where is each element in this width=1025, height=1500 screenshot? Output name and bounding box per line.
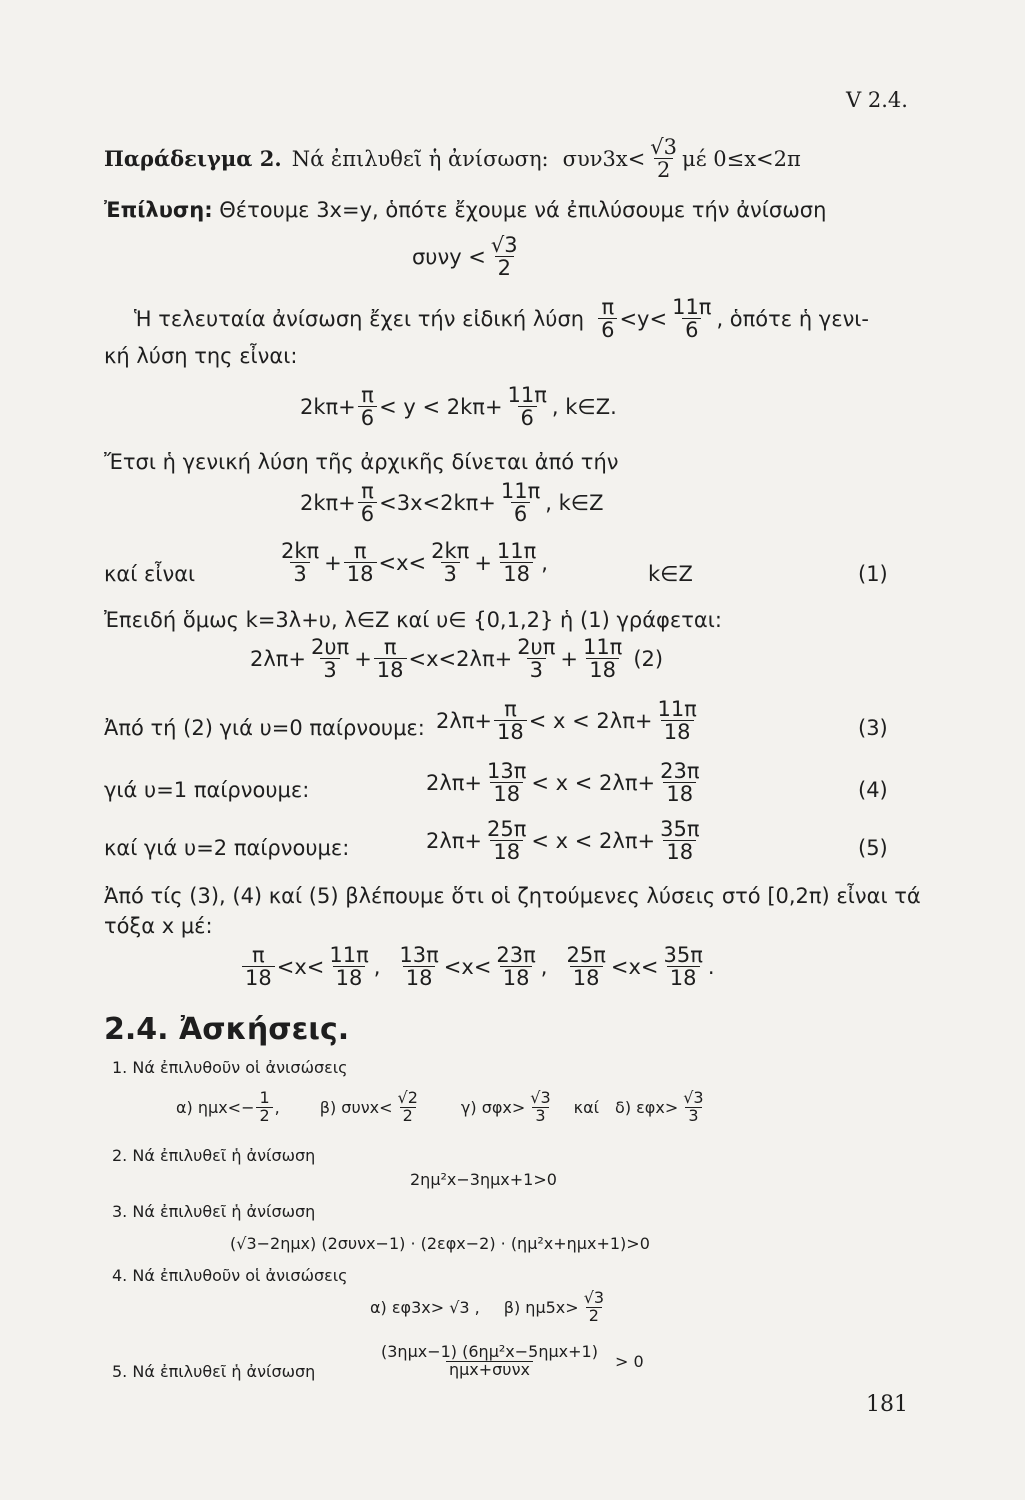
exercise-3-expr: (√3−2ημx) (2συνx−1) · (2εφx−2) · (ημ²x+ημx+1)>0 bbox=[230, 1234, 650, 1253]
solution-intro-text: Θέτουμε 3x=y, ὁπότε ἔχουμε νά ἐπιλύσουμε τήν ἀνίσωση bbox=[219, 198, 827, 222]
exercise-5-expr: $\frac{\text{(3ημx−1) (6ημ²x−5ημx+1)}}{\text{ημx+συνx}}$ > 0 bbox=[381, 1342, 644, 1379]
equation-1: συνy < $\frac{√3}{2}$ bbox=[412, 234, 523, 279]
case-1: 2λπ+ $\frac{13\pi}{18}$ < x < 2λπ+ $\frac{23\pi}{18}$ bbox=[426, 759, 700, 807]
equation-3: 2kπ+ $\frac{\pi}{6}$ <3x<2kπ+ $\frac{11\pi}{6}$ , k∈Z bbox=[300, 479, 604, 527]
eq4-number: (1) bbox=[858, 562, 888, 586]
exercise-4-label: 4. Νά ἐπιλυθοῦν οἱ ἀνισώσεις bbox=[112, 1266, 348, 1285]
equation-4-label: καί εἶναι bbox=[104, 562, 196, 586]
section-header: V 2.4. bbox=[846, 88, 908, 112]
example-ineq-left: συν3x< bbox=[562, 146, 646, 171]
example-ineq-right: μέ 0≤x<2π bbox=[682, 146, 801, 171]
equation-4: $\frac{2k\pi}{3}$ + $\frac{\pi}{18}$ <x< $\frac{2k\pi}{3}$ + $\frac{11\pi}{18}$ , bbox=[281, 539, 548, 587]
solution-label: Ἐπίλυση: bbox=[104, 198, 213, 222]
exercise-5-label: 5. Νά ἐπιλυθεῖ ἡ ἀνίσωση bbox=[112, 1362, 316, 1381]
case-2: 2λπ+ $\frac{25\pi}{18}$ < x < 2λπ+ $\frac{35\pi}{18}$ bbox=[426, 817, 700, 865]
equation-5: 2λπ+ $\frac{2\upsilon\pi}{3}$ + $\frac{\pi}{18}$ <x<2λπ+ $\frac{2\upsilon\pi}{3}$ + $\frac{11\pi}{18}$ (2) bbox=[250, 635, 664, 683]
exercise-4-parts: α) εφ3x> √3 , β) ημ5x> $\frac{√3}{2}$ bbox=[370, 1288, 605, 1325]
page-number: 181 bbox=[866, 1392, 908, 1417]
paragraph-4: Ἐπειδή ὅμως k=3λ+υ, λ∈Z καί υ∈ {0,1,2} ἡ (1) γράφεται: bbox=[104, 608, 722, 632]
case-0: 2λπ+ $\frac{\pi}{18}$ < x < 2λπ+ $\frac{11\pi}{18}$ bbox=[436, 697, 697, 745]
paragraph-5-cont: τόξα x μέ: bbox=[104, 914, 213, 938]
example-fraction: $\frac{√3}{2}$ bbox=[650, 135, 678, 183]
exercises-heading: 2.4. Ἀσκήσεις. bbox=[104, 1012, 350, 1047]
example-statement bbox=[104, 136, 801, 181]
exercise-3-label: 3. Νά ἐπιλυθεῖ ἡ ἀνίσωση bbox=[112, 1202, 316, 1221]
eq4-k: k∈Z bbox=[648, 562, 693, 586]
exercise-2-expr: 2ημ²x−3ημx+1>0 bbox=[410, 1170, 557, 1189]
case-2-label: καί γιά υ=2 παίρνουμε: bbox=[104, 836, 350, 860]
case-0-label: Ἀπό τή (2) γιά υ=0 παίρνουμε: bbox=[104, 716, 425, 740]
case-1-number: (4) bbox=[858, 778, 888, 802]
paragraph-2: Ἡ τελευταία ἀνίσωση ἔχει τήν εἰδική λύση $\frac{\pi}{6}$ <y< $\frac{11\pi}{6}$ , ὁπότε ἡ γενι- bbox=[134, 295, 869, 343]
paragraph-2-cont: κή λύση της εἶναι: bbox=[104, 344, 298, 368]
paragraph-5: Ἀπό τίς (3), (4) καί (5) βλέπουμε ὅτι οἱ ζητούμενες λύσεις στό [0,2π) εἶναι τά bbox=[104, 884, 921, 908]
exercise-2-label: 2. Νά ἐπιλυθεῖ ἡ ἀνίσωση bbox=[112, 1146, 316, 1165]
paragraph-3: Ἔτσι ἡ γενική λύση τῆς ἀρχικῆς δίνεται ἀπό τήν bbox=[104, 450, 619, 474]
example-text: Νά ἐπιλυθεῖ ἡ ἀνίσωση: bbox=[291, 146, 549, 171]
final-solutions: $\frac{\pi}{18}$ <x< $\frac{11\pi}{18}$ , $\frac{13\pi}{18}$ <x< $\frac{23\pi}{18}$ , $\frac{25\pi}{18}$ <x< $\frac{35\pi}{18}$ . bbox=[240, 944, 715, 989]
exercise-1-label: 1. Νά ἐπιλυθοῦν οἱ ἀνισώσεις bbox=[112, 1058, 348, 1077]
solution-intro bbox=[104, 198, 826, 222]
case-1-label: γιά υ=1 παίρνουμε: bbox=[104, 778, 310, 802]
exercise-1-parts: α) ημx<− $\frac{1}{2}$ , β) συνx< $\frac{√2}{2}$ γ) σφx> $\frac{√3}{3}$ καί δ) εφx> $\frac{√3}{3}$ bbox=[176, 1088, 704, 1125]
case-2-number: (5) bbox=[858, 836, 888, 860]
eq1-fraction: $\frac{√3}{2}$ bbox=[490, 233, 518, 281]
equation-2: 2kπ+ $\frac{\pi}{6}$ < y < 2kπ+ $\frac{11\pi}{6}$ , k∈Z. bbox=[300, 383, 617, 431]
case-0-number: (3) bbox=[858, 716, 888, 740]
example-label: Παράδειγμα 2. bbox=[104, 146, 282, 172]
